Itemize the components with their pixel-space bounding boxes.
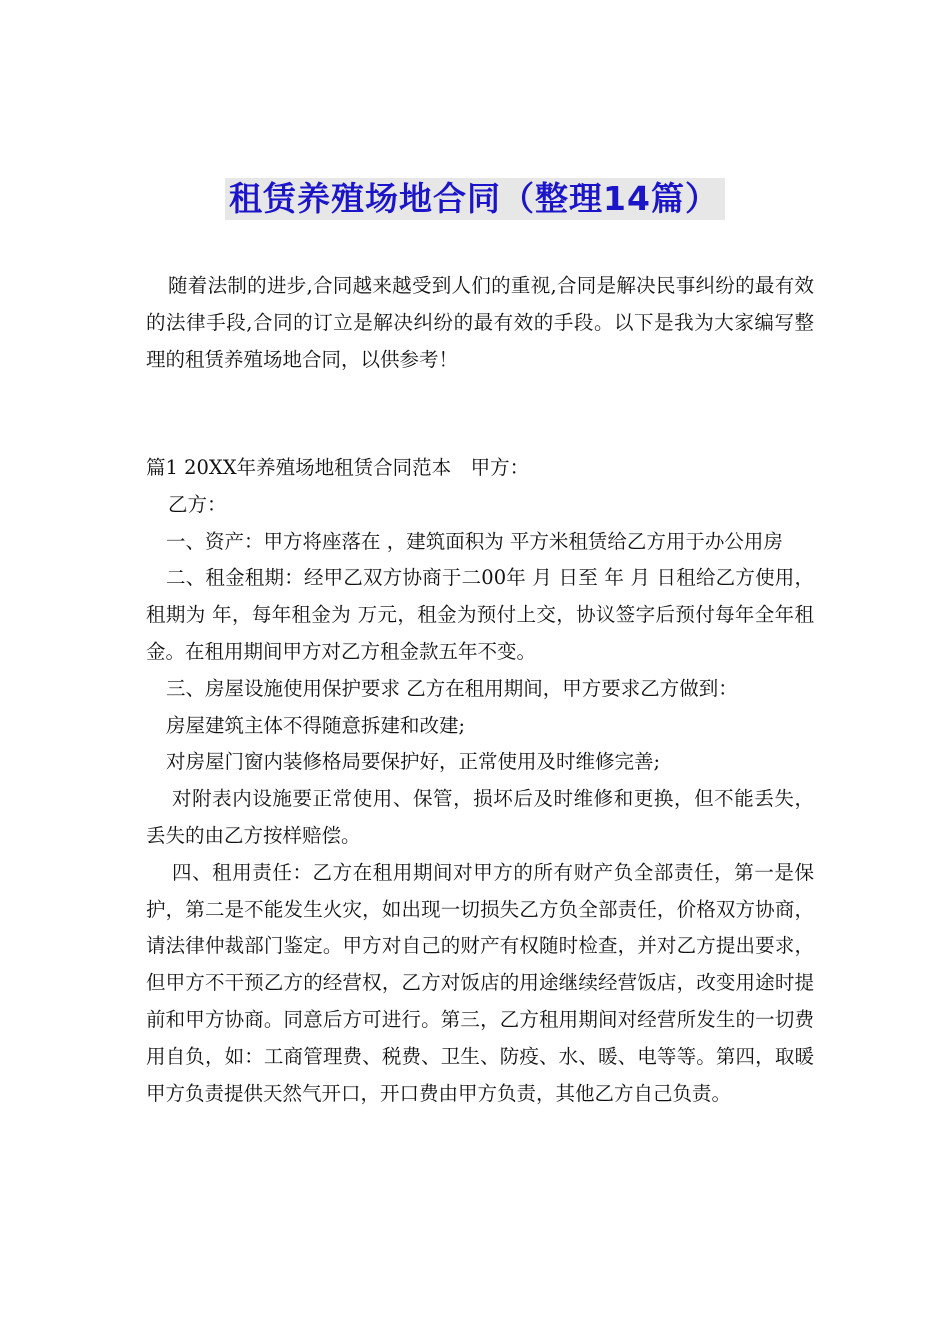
title-container — [0, 178, 950, 220]
clause-3-item-1: 房屋建筑主体不得随意拆建和改建; — [166, 713, 466, 737]
contract-heading: 篇1 20XX年养殖场地租赁合同范本 甲方： — [146, 456, 530, 479]
clause-4: 四、租用责任：乙方在租用期间对甲方的所有财产负全部责任，第一是保护，第二是不能发生火灾，如出现一切损失乙方负全部责任，价格双方协商，请法律仲裁部门鉴定。甲方对自己的财产有权随时检查，并对乙方提出要求，但甲方不干预乙方的经营权，乙方对饭店的用途继续经营饭店，改变用途时提前和甲方协商。同意后方可进行。第三，乙方租用期间对经营所发生的一切费用自负，如：工商管理费、税费、卫生、防疫、水、暖、电等等。第四，取暖甲方负责提供天然气开口，开口费由甲方负责，其他乙方自己负责。 — [146, 860, 814, 1105]
contract-section — [146, 450, 814, 1112]
intro-section — [146, 268, 814, 378]
clause-3: 三、房屋设施使用保护要求 乙方在租用期间，甲方要求乙方做到： — [166, 676, 738, 700]
clause-3-item-2: 对房屋门窗内装修格局要保护好，正常使用及时维修完善; — [166, 750, 661, 774]
document-title: 租赁养殖场地合同（整理14篇） — [225, 178, 725, 220]
clause-1: 一、资产：甲方将座落在 ，建筑面积为 平方米租赁给乙方用于办公用房 — [166, 529, 783, 553]
intro-paragraph: 随着法制的进步,合同越来越受到人们的重视,合同是解决民事纠纷的最有效的法律手段,合同的订立是解决纠纷的最有效的手段。以下是我为大家编写整理的租赁养殖场地合同，以供参考！ — [146, 274, 814, 371]
party-b-line: 乙方： — [168, 492, 227, 516]
clause-2: 二、租金租期：经甲乙双方协商于二00年 月 日至 年 月 日租给乙方使用，租期为 年，每年租金为 万元，租金为预付上交，协议签字后预付每年全年租金。在租用期间甲方对乙方租金款五年不变。 — [146, 566, 814, 663]
clause-3-item-3: 对附表内设施要正常使用、保管，损坏后及时维修和更换，但不能丢失，丢失的由乙方按样赔偿。 — [146, 787, 814, 847]
